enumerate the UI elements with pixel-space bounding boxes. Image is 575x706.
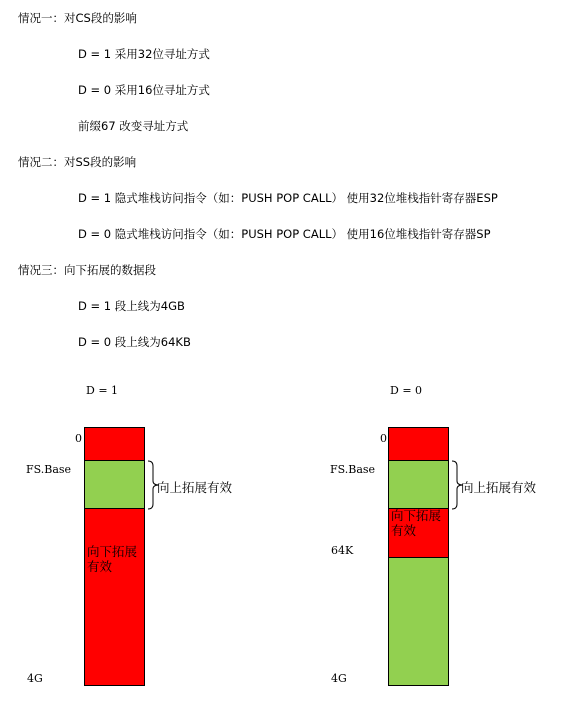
diagram-d1-base-label: FS.Base: [26, 463, 72, 476]
case-two-heading: 情况二：对SS段的影响: [18, 155, 137, 169]
diagram-d0-mid-label: 64K: [331, 544, 354, 557]
diagram-d0-title: D = 0: [390, 384, 423, 397]
diagram-d1-downward-label: 向下拓展有效: [87, 544, 138, 574]
diagram-d1-column: [84, 427, 145, 686]
diagram-d1-end-label: 4G: [27, 672, 43, 685]
diagram-d0-column: [388, 427, 449, 686]
diagram-d1-top-segment: [84, 427, 145, 461]
diagram-d0-brace-label: 向上拓展有效: [461, 480, 537, 495]
diagram-d0-base-label: FS.Base: [330, 463, 376, 476]
diagram-d0-top-segment: [388, 427, 449, 461]
case-one-d0: D = 0 采用16位寻址方式: [78, 83, 210, 97]
case-three-d0: D = 0 段上线为64KB: [78, 335, 191, 349]
diagram-d0-downward-label: 向下拓展有效: [391, 508, 442, 538]
diagram-d0-zero-label: 0: [380, 432, 387, 445]
diagram-d1-base-segment: [84, 460, 145, 509]
case-three-heading: 情况三：向下拓展的数据段: [18, 263, 156, 277]
diagram-d0-downward-segment: [388, 508, 449, 558]
diagram-d0-end-label: 4G: [331, 672, 347, 685]
diagram-d0-base-segment: [388, 460, 449, 509]
case-one-d1: D = 1 采用32位寻址方式: [78, 47, 210, 61]
case-one-heading: 情况一：对CS段的影响: [18, 11, 137, 25]
diagram-d1-zero-label: 0: [75, 432, 82, 445]
case-three-d1: D = 1 段上线为4GB: [78, 299, 185, 313]
case-two-d1: D = 1 隐式堆栈访问指令（如：PUSH POP CALL） 使用32位堆栈指针寄存器ESP: [78, 191, 498, 205]
diagram-d1-downward-segment: [84, 508, 145, 686]
diagram-d1-brace-label: 向上拓展有效: [157, 480, 233, 495]
diagram-d0-lower-segment: [388, 557, 449, 686]
case-two-d0: D = 0 隐式堆栈访问指令（如：PUSH POP CALL） 使用16位堆栈指针寄存器SP: [78, 227, 491, 241]
diagram-d1-title: D = 1: [86, 384, 119, 397]
case-one-prefix: 前缀67 改变寻址方式: [78, 119, 189, 133]
